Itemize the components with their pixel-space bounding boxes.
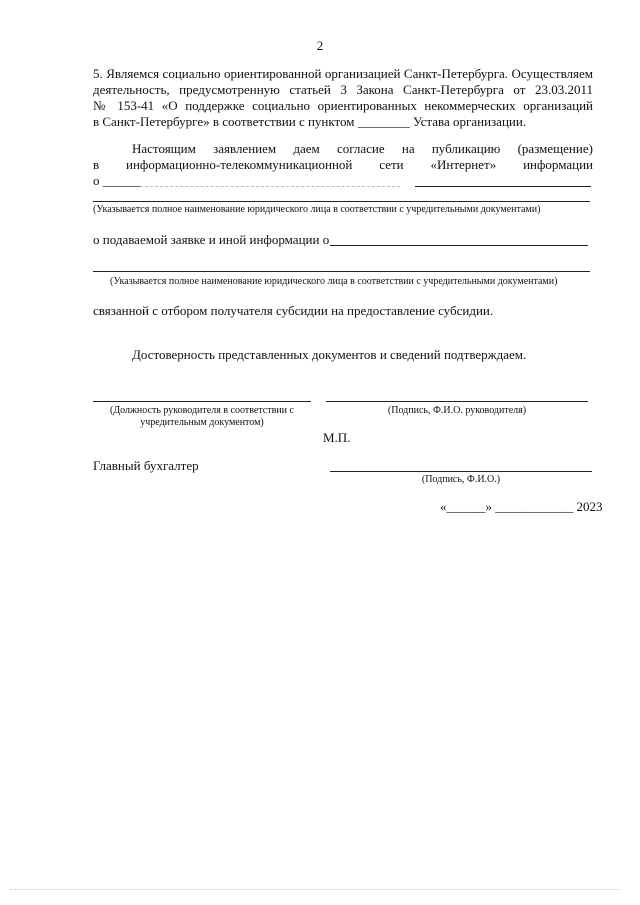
word: информационно-телекоммуникационной bbox=[126, 157, 353, 172]
signature-caption: (Подпись, Ф.И.О. руководителя) bbox=[387, 405, 527, 416]
position-caption bbox=[93, 405, 311, 429]
p5-line-3: № 153-41 «О поддержке социально ориентированных некоммерческих организаций bbox=[93, 98, 593, 113]
p5-last-start: в Санкт-Петербурге» в соответствии с пунктом bbox=[93, 114, 355, 129]
org-name-caption-2: (Указывается полное наименование юридического лица в соответствии с учредительными документами) bbox=[110, 276, 558, 287]
signature-line bbox=[326, 401, 588, 402]
about-text: о подаваемой заявке и иной информации о bbox=[93, 232, 330, 247]
stamp-place: М.П. bbox=[323, 430, 351, 445]
accountant-line bbox=[330, 471, 592, 472]
o-prefix: о bbox=[93, 173, 100, 188]
confirm-text: Достоверность представленных документов и сведений подтверждаем. bbox=[132, 347, 527, 362]
org-name-caption-1: (Указывается полное наименование юридического лица в соответствии с учредительными документами) bbox=[93, 204, 541, 215]
org-name-line-1 bbox=[93, 201, 590, 202]
word: «Интернет» bbox=[430, 157, 497, 172]
p5-last-end: Устава организации. bbox=[413, 114, 527, 129]
position-line bbox=[93, 401, 311, 402]
paragraph-5 bbox=[93, 66, 593, 130]
date-year: 2023 bbox=[576, 499, 603, 514]
word: заявлением bbox=[213, 141, 277, 156]
p5-blank: ________ bbox=[357, 114, 410, 129]
consent-line-1 bbox=[132, 141, 593, 157]
linked-text: связанной с отбором получателя субсидии на предоставление субсидии. bbox=[93, 303, 494, 318]
o-blank: ______ bbox=[102, 173, 142, 188]
p5-line-4 bbox=[93, 114, 593, 130]
date-line bbox=[440, 499, 603, 515]
bottom-scan-edge bbox=[10, 889, 620, 890]
word: публикацию bbox=[431, 141, 501, 156]
word: даем bbox=[293, 141, 320, 156]
word: сети bbox=[379, 157, 404, 172]
accountant-caption: (Подпись, Ф.И.О.) bbox=[421, 474, 501, 485]
date-open-quote: « bbox=[440, 499, 447, 514]
position-caption-line-1: (Должность руководителя в соответствии с bbox=[110, 405, 294, 416]
p5-line-1: 5. Являемся социально ориентированной организацией Санкт-Петербурга. Осуществляем bbox=[93, 66, 593, 81]
date-close-quote: » bbox=[485, 499, 492, 514]
word: (размещение) bbox=[517, 141, 593, 156]
p5-line-2: деятельность, предусмотренную статьей 3 Закона Санкт-Петербурга от 23.03.2011 bbox=[93, 82, 593, 97]
org-name-line-2 bbox=[93, 271, 590, 272]
word: согласие bbox=[336, 141, 385, 156]
word: информации bbox=[523, 157, 593, 172]
date-day-blank: ______ bbox=[446, 499, 486, 514]
about-line bbox=[330, 245, 588, 246]
consent-line-2 bbox=[93, 157, 593, 173]
word: на bbox=[401, 141, 415, 156]
consent-line-3 bbox=[93, 173, 142, 189]
position-caption-line-2: учредительным документом) bbox=[140, 417, 264, 428]
consent-faint-line bbox=[140, 186, 400, 187]
consent-line-right bbox=[415, 186, 591, 187]
word: Настоящим bbox=[132, 141, 196, 156]
accountant-label: Главный бухгалтер bbox=[93, 458, 199, 473]
word: в bbox=[93, 157, 100, 172]
page-number: 2 bbox=[316, 38, 324, 53]
date-month-blank: ____________ bbox=[495, 499, 574, 514]
